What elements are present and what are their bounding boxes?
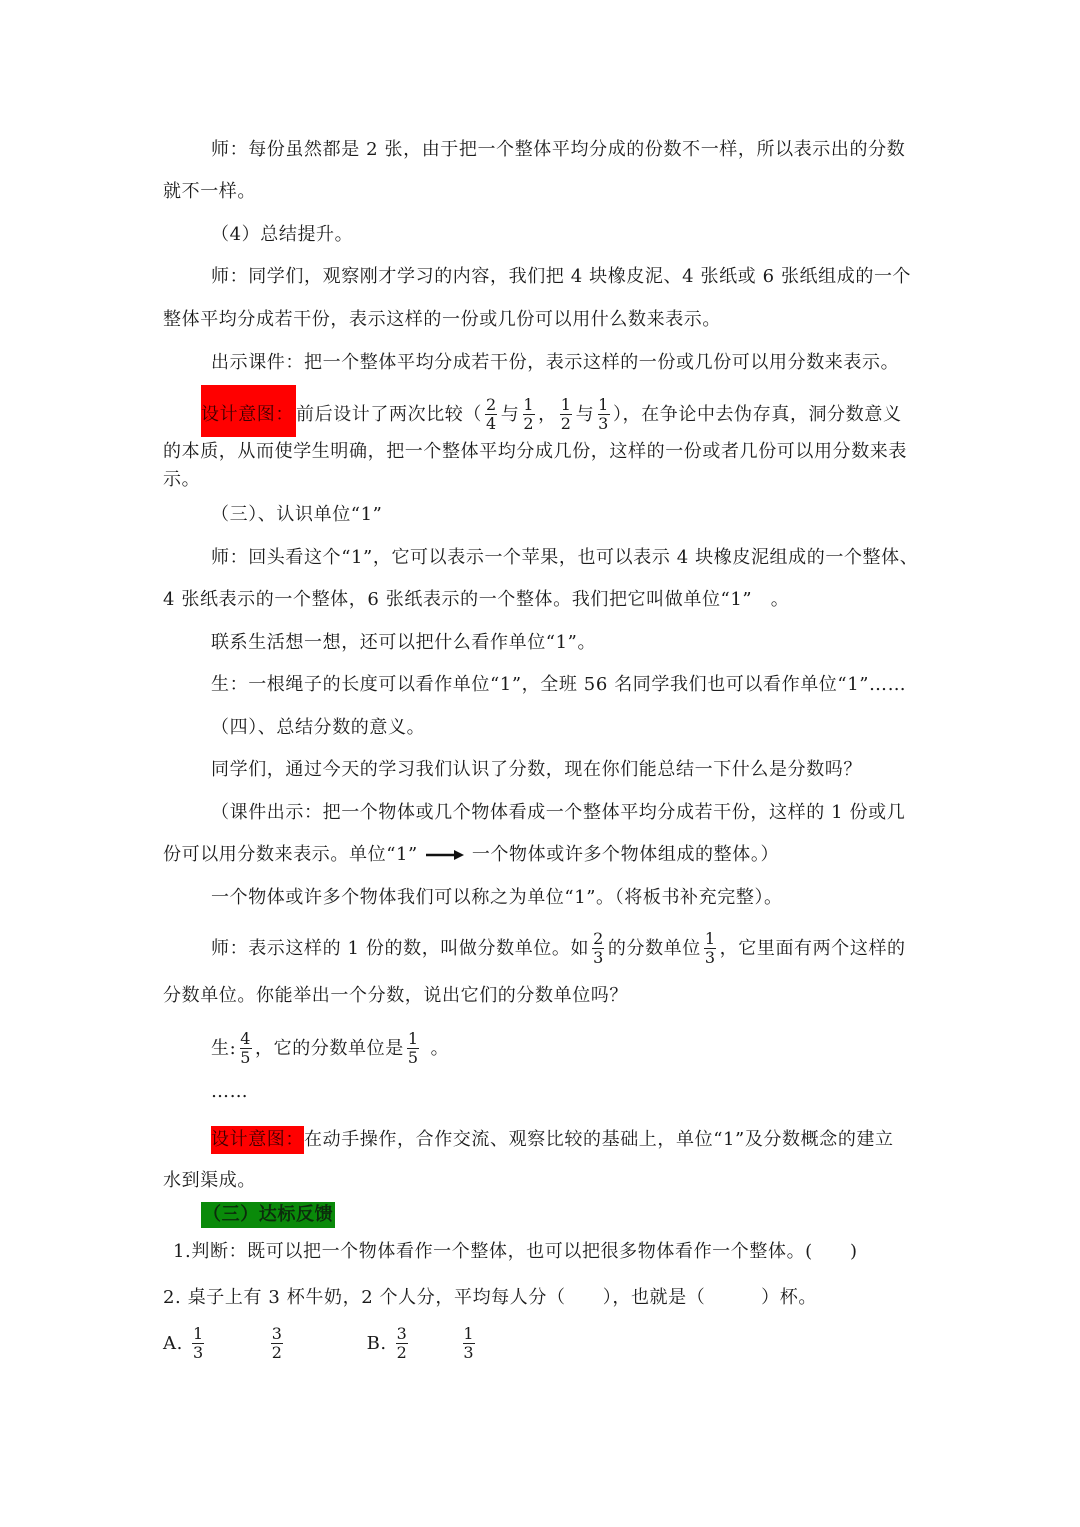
paragraph-line: 同学们，通过今天的学习我们认识了分数，现在你们能总结一下什么是分数吗？ — [211, 759, 862, 780]
paragraph-line: 师：每份虽然都是 2 张，由于把一个整体平均分成的份数不一样，所以表示出的分数 — [211, 139, 906, 160]
connector-text: 与 — [575, 403, 595, 425]
option-row — [163, 1325, 478, 1362]
paragraph-line: 示。 — [163, 469, 201, 490]
section-heading: （三）、认识单位“1” — [211, 504, 383, 525]
fraction — [270, 1325, 285, 1362]
option-b-label: B. — [366, 1332, 387, 1354]
paragraph-line: 的本质，从而使学生明确，把一个整体平均分成几份，这样的一份或者几份可以用分数来表 — [163, 441, 907, 462]
fraction-denominator: 3 — [463, 1343, 475, 1362]
design-intent-label: 设计意图： — [201, 403, 294, 425]
fraction — [191, 1325, 206, 1362]
fraction-numerator: 1 — [463, 1324, 475, 1343]
feedback-heading — [201, 1202, 335, 1228]
design-intent-line — [201, 396, 902, 433]
section-heading: （四）、总结分数的意义。 — [211, 717, 426, 738]
right-arrow-icon — [426, 849, 464, 861]
paragraph-line: 联系生活想一想，还可以把什么看作单位“1”。 — [211, 632, 597, 653]
paragraph-line: 一个物体或许多个物体我们可以称之为单位“1”。（将板书补充完整）。 — [211, 887, 783, 908]
fraction-denominator: 2 — [271, 1343, 283, 1362]
paragraph-line: 分数单位。你能举出一个分数，说出它们的分数单位吗？ — [163, 985, 628, 1006]
fraction-numerator: 2 — [486, 395, 497, 414]
fraction-numerator: 2 — [593, 929, 604, 948]
paragraph-line: 就不一样。 — [163, 181, 256, 202]
fraction-denominator: 3 — [193, 1343, 204, 1362]
fraction-numerator: 4 — [240, 1029, 252, 1048]
paragraph-line — [163, 843, 779, 867]
fraction-denominator: 2 — [560, 414, 572, 433]
fraction — [461, 1325, 476, 1362]
fraction-numerator: 1 — [598, 395, 609, 414]
paragraph-line: 整体平均分成若干份，表示这样的一份或几份可以用什么数来表示。 — [163, 309, 721, 330]
paragraph-line: （课件出示：把一个物体或几个物体看成一个整体平均分成若干份，这样的 1 份或几 — [211, 802, 906, 823]
fraction-numerator: 1 — [407, 1029, 419, 1048]
design-intent-line — [211, 1126, 894, 1154]
fraction — [238, 1030, 253, 1067]
paragraph-line: 出示课件：把一个整体平均分成若干份，表示这样的一份或几份可以用分数来表示。 — [211, 352, 900, 373]
fraction — [591, 930, 606, 967]
fraction-denominator: 5 — [240, 1048, 252, 1067]
question-1: 1.判断：既可以把一个物体看作一个整体，也可以把很多物体看作一个整体。( ) — [173, 1241, 858, 1262]
fraction — [596, 396, 611, 433]
paragraph-text: 生: — [211, 1037, 237, 1059]
paragraph-line — [211, 930, 906, 967]
paragraph-text: 一个物体或许多个物体组成的整体。） — [471, 844, 780, 865]
fraction-numerator: 3 — [396, 1324, 408, 1343]
ellipsis-text: …… — [211, 1081, 249, 1102]
paragraph-text: ，它里面有两个这样的 — [719, 937, 906, 959]
fraction-numerator: 1 — [560, 395, 572, 414]
connector-text: ， — [538, 403, 557, 425]
fraction — [484, 396, 499, 433]
design-intent-text: 前后设计了两次比较（ — [296, 403, 482, 425]
paragraph-text: 份可以用分数来表示。单位“1” — [163, 844, 418, 865]
fraction-denominator: 3 — [593, 948, 604, 967]
design-intent-text: 在动手操作，合作交流、观察比较的基础上，单位“1”及分数概念的建立 — [304, 1129, 894, 1150]
paragraph-line: 师：回头看这个“1”，它可以表示一个苹果，也可以表示 4 块橡皮泥组成的一个整体、 — [211, 547, 919, 568]
connector-text: 与 — [500, 403, 520, 425]
fraction-denominator: 4 — [486, 414, 497, 433]
fraction-denominator: 2 — [523, 414, 535, 433]
fraction — [406, 1030, 421, 1067]
feedback-label: （三）达标反馈 — [201, 1202, 335, 1228]
paragraph-text: 。 — [430, 1037, 450, 1059]
fraction-denominator: 3 — [704, 948, 716, 967]
paragraph-text: 的分数单位 — [607, 937, 701, 959]
paragraph-text: 师：表示这样的 1 份的数，叫做分数单位。如 — [211, 937, 590, 959]
paragraph-line — [211, 1030, 449, 1067]
fraction-numerator: 1 — [523, 395, 535, 414]
paragraph-line: 生：一根绳子的长度可以看作单位“1”，全班 56 名同学我们也可以看作单位“1”…… — [211, 674, 907, 695]
option-a-label: A. — [163, 1332, 183, 1354]
fraction — [703, 930, 718, 967]
fraction-numerator: 1 — [193, 1324, 204, 1343]
paragraph-line: 水到渠成。 — [163, 1170, 256, 1191]
subheading: （4）总结提升。 — [211, 224, 354, 245]
fraction — [559, 396, 574, 433]
question-2: 2. 桌子上有 3 杯牛奶，2 个人分，平均每人分（ ），也就是（ ）杯。 — [163, 1287, 817, 1308]
design-intent-label: 设计意图： — [211, 1126, 304, 1154]
fraction — [521, 396, 536, 433]
paragraph-line: 4 张纸表示的一个整体，6 张纸表示的一个整体。我们把它叫做单位“1” 。 — [163, 589, 790, 610]
paragraph-text: ，它的分数单位是 — [255, 1037, 404, 1059]
paragraph-line: 师：同学们，观察刚才学习的内容，我们把 4 块橡皮泥、4 张纸或 6 张纸组成的一个 — [211, 266, 912, 287]
fraction-denominator: 3 — [598, 414, 609, 433]
fraction-numerator: 1 — [704, 929, 716, 948]
fraction-denominator: 5 — [407, 1048, 419, 1067]
fraction-denominator: 2 — [396, 1343, 408, 1362]
fraction-numerator: 3 — [271, 1324, 283, 1343]
fraction — [395, 1325, 410, 1362]
design-intent-text: ），在争论中去伪存真，洞分数意义 — [612, 403, 902, 425]
